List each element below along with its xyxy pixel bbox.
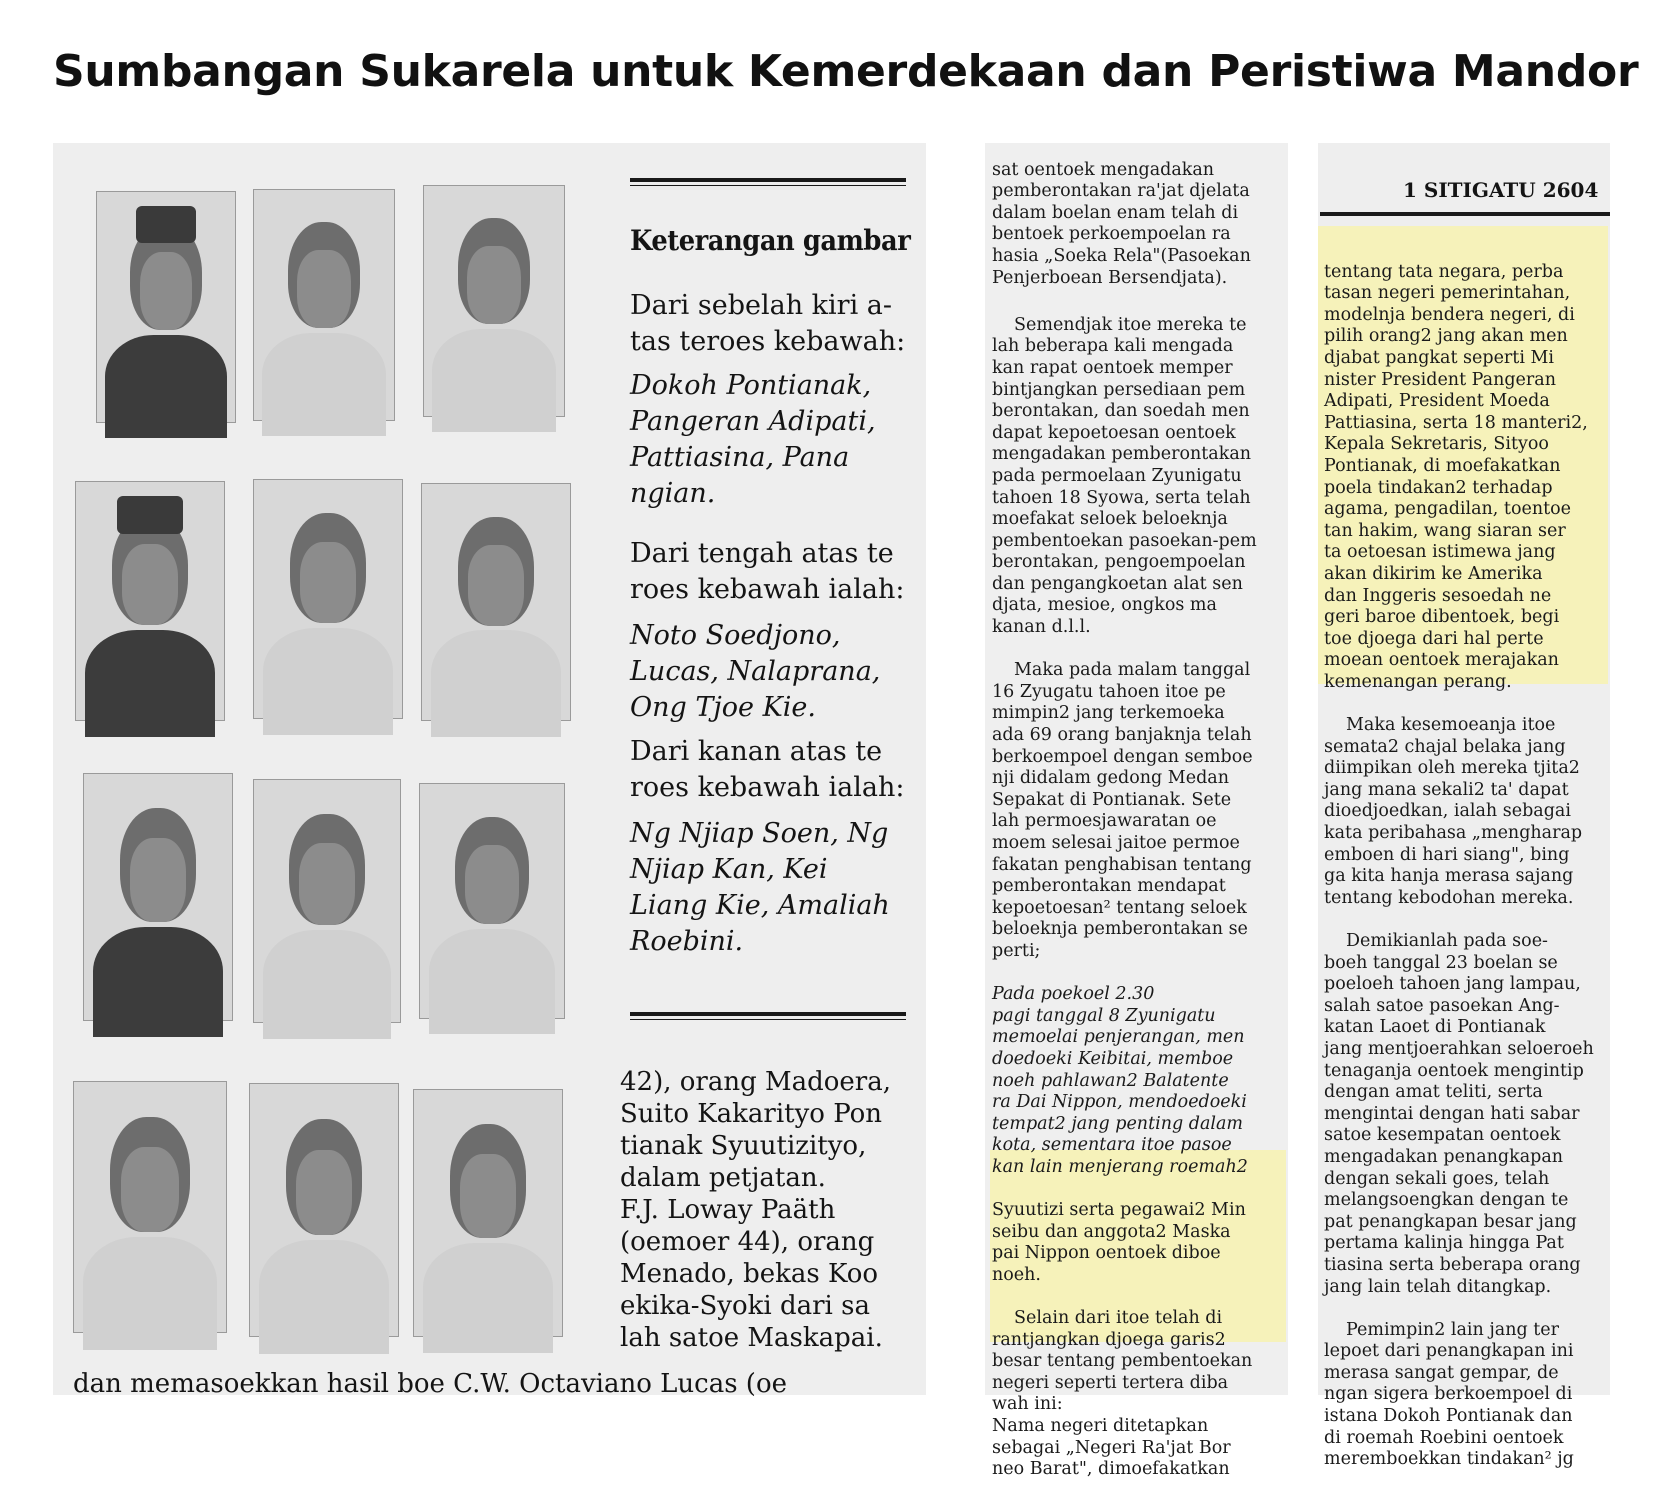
article-text-col3 (1324, 240, 1606, 1492)
portrait-photo (253, 189, 395, 421)
newspaper-date-header: 1 SITIGATU 2604 (1403, 178, 1599, 202)
header-rule (1320, 212, 1610, 216)
portrait-photo (249, 1083, 399, 1337)
portrait-photo (73, 1081, 227, 1333)
portrait-photo (413, 1089, 563, 1337)
portrait-photo (423, 185, 565, 417)
portrait-photo (75, 481, 225, 721)
caption-paragraph: Dari kanan atas te roes kebawah ialah: (630, 736, 905, 803)
article-paragraph: Semendjak itoe mereka te lah beberapa kali mengada kan rapat oentoek memper bintjangkan persediaan pem berontakan, dan soedah men dapat kepoetoesan oentoek mengadakan pemberontakan pada permoelaan Zyunigatu tahoen 18 Syowa, serta telah moefakat seloek beloeknja pembentoekan pasoekan-pem berontakan, pengoempoelan dan pengangkoetan alat sen djata, mesioe, ongkos ma kanan d.l.l. (992, 314, 1257, 638)
page-title: Sumbangan Sukarela untuk Kemerdekaan dan Peristiwa Mandor (53, 46, 1639, 97)
article-paragraph: Pemimpin2 lain jang ter lepoet dari penangkapan ini merasa sangat gempar, de ngan sigera berkoempoel di istana Dokoh Pontianak dan di roemah Roebini oentoek meremboekkan tindakan² jg (1324, 1319, 1574, 1470)
portrait-photo (253, 479, 403, 719)
article-text-col2 (992, 138, 1282, 1502)
article-paragraph: Demikianlah pada soe- boeh tanggal 23 boelan se poeloeh tahoen jang lampau, salah satoe pasoekan Ang- katan Laoet di Pontianak jang mentjoerahkan seloeroeh tenaganja oentoek mengintip dengan amat teliti, serta mengintai dengan hati sabar satoe kesempatan oentoek mengadakan penangkapan dengan sekali goes, telah melangsoengkan dengan te pat penangkapan besar jang pertama kalinja hingga Pat tiasina serta beberapa orang jang lain telah ditangkap. (1324, 931, 1594, 1297)
article-paragraph: sat oentoek mengadakan pemberontakan ra'jat djelata dalam boelan enam telah di bentoek perkoempoelan ra hasia „Soeka Rela"(Pasoekan Penjerboean Bersendjata). (992, 159, 1251, 288)
portrait-photo (419, 783, 565, 1019)
article-text-col1: 42), orang Madoera, Suito Kakarityo Pon tianak Syuutizityo, dalam petjatan. F.J. Loway Paäth (oemoer 44), orang Menado, bekas Koo ekika-Syoki dari sa lah satoe Maskapai. (620, 1067, 891, 1353)
article-paragraph-highlighted: tentang tata negara, perba tasan negeri pemerintahan, modelnja bendera negeri, di pilih orang2 jang akan men djabat pangkat seperti Mi nister President Pangeran Adipati, President Moeda Pattiasina, serta 18 manteri2, Kepala Sekretaris, Sityoo Pontianak, di moefakatkan poela tindakan2 terhadap agama, pengadilan, toentoe tan hakim, wang siaran ser ta oetoesan istimewa jang akan dikirim ke Amerika dan Inggeris sesoedah ne geri baroe dibentoek, begi toe djoega dari hal perte moean oentoek merajakan kemenangan perang. (1324, 261, 1588, 692)
caption-names: Noto Soedjono, Lucas, Nalaprana, Ong Tjoe Kie. (630, 620, 881, 723)
article-text-col1-bottom: dan memasoekkan hasil boe C.W. Octaviano Lucas (oe (73, 1369, 787, 1399)
portrait-photo (421, 483, 571, 721)
caption-bottom-rule (630, 1012, 906, 1016)
article-paragraph: Maka kesemoeanja itoe semata2 chajal belaka jang diimpikan oleh mereka tjita2 jang mana sekali2 ta' dapat dioedjoedkan, ialah sebagai kata peribahasa „mengharap emboen di hari siang", bing ga kita hanja merasa sajang tentang kebodohan mereka. (1324, 715, 1583, 908)
caption-paragraph: Dari sebelah kiri a- tas teroes kebawah: (630, 290, 906, 357)
caption-names: Dokoh Pontianak, Pangeran Adipati, Pattiasina, Pana ngian. (630, 370, 876, 509)
article-paragraph-italic: Pada poekoel 2.30 pagi tanggal 8 Zyunigatu memoelai penjerangan, men doedoeki Keibitai, memboe noeh pahlawan2 Balatente ra Dai Nippon, mendoedoeki tempat2 jang penting dalam kota, sementara itoe pasoe kan lain menjerang roemah2 (992, 984, 1248, 1177)
portrait-photo (253, 779, 401, 1023)
article-paragraph: Syuutizi serta pegawai2 Min seibu dan anggota2 Maska pai Nippon oentoek diboe noeh. (992, 1200, 1246, 1285)
article-paragraph-highlighted: Selain dari itoe telah di rantjangkan djoega garis2 besar tentang pembentoekan negeri seperti tertera diba wah ini: Nama negeri ditetapkan sebagai „Negeri Ra'jat Bor neo Barat", dimoefakatkan (992, 1308, 1253, 1480)
caption-paragraph: Dari tengah atas te roes kebawah ialah: (630, 538, 905, 605)
caption-top-rule (630, 178, 906, 182)
portrait-photo (83, 773, 233, 1021)
caption-heading: Keterangan gambar (630, 224, 911, 257)
article-paragraph: Maka pada malam tanggal 16 Zyugatu tahoen itoe pe mimpin2 jang terkemoeka ada 69 orang banjaknja telah berkoempoel dengan semboe nji didalam gedong Medan Sepakat di Pontianak. Sete lah permoesjawaratan oe moem selesai jaitoe permoe fakatan penghabisan tentang pemberontakan mendapat kepoetoesan² tentang seloek beloeknja pemberontakan se perti; (992, 660, 1253, 961)
portrait-photo (96, 191, 236, 423)
caption-names: Ng Njiap Soen, Ng Njiap Kan, Kei Liang Kie, Amaliah Roebini. (630, 818, 890, 957)
